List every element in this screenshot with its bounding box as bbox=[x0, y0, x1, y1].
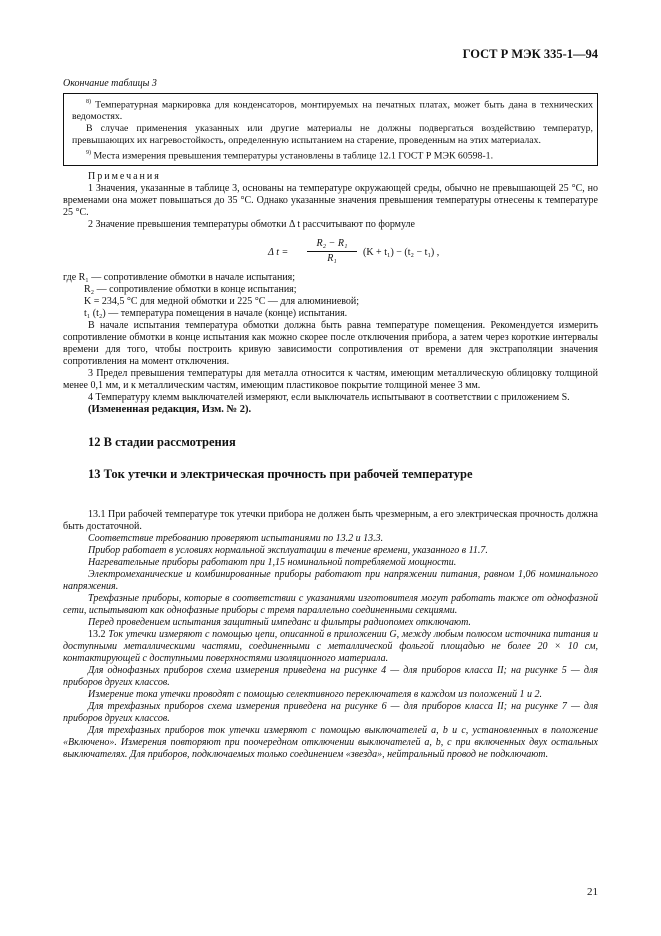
clause-number: 13.2 bbox=[88, 629, 106, 640]
legend-r2: R₂ — сопротивление обмотки в конце испытания; bbox=[84, 284, 297, 295]
formula-denominator: R₁ bbox=[327, 253, 337, 264]
table-footnotes-box bbox=[63, 93, 598, 166]
formula-legend bbox=[63, 272, 598, 320]
para-13-1: 13.1 При рабочей температуре ток утечки прибора не должен быть чрезмерным, а его электрическая прочность должна быть достаточной. bbox=[63, 509, 598, 532]
para-before-test: Перед проведением испытания защитный импеданс и фильтры радиопомех отключают. bbox=[88, 617, 471, 628]
para-motor: Электромеханические и комбинированные приборы работают при напряжении питания, равном 1,06 номинального напряжения. bbox=[63, 569, 598, 592]
formula-rhs: (K + t₁) − (t₂ − t₁) , bbox=[363, 247, 440, 258]
note-2: 2 Значение превышения температуры обмотки Δ t рассчитывают по формуле bbox=[88, 219, 415, 230]
para-selector: Измерение тока утечки проводят с помощью селективного переключателя в каждом из положений 1 и 2. bbox=[88, 689, 543, 700]
notes-section bbox=[63, 171, 598, 480]
footnote-materials bbox=[72, 123, 593, 147]
section-13-body bbox=[63, 509, 598, 761]
para-three-phase: Трехфазные приборы, которые в соответствии с указаниями изготовителя могут работать также от однофазной сети, испытывают как однофазные приборы с тремя параллельно соединенными секциями. bbox=[63, 593, 598, 616]
section-12-title: 12 В стадии рассмотрения bbox=[88, 435, 236, 449]
footnote-8 bbox=[72, 96, 593, 123]
para-three-phase-scheme: Для трехфазных приборов схема измерения приведена на рисунке 6 — для приборов класса II; на рисунке 7 — для приборов других классов. bbox=[63, 701, 598, 724]
legend-r1: где R₁ — сопротивление обмотки в начале испытания; bbox=[63, 272, 296, 283]
formula-numerator: R₂ − R₁ bbox=[307, 238, 357, 252]
legend-k: K = 234,5 °С для медной обмотки и 225 °С — для алюминиевой; bbox=[84, 296, 360, 307]
notes-heading: Примечания bbox=[88, 171, 161, 182]
para-operation: Прибор работает в условиях нормальной эксплуатации в течение времени, указанного в 11.7. bbox=[88, 545, 488, 556]
legend-t: t₁ (t₂) — температура помещения в начале (конце) испытания. bbox=[84, 308, 348, 319]
para-compliance: Соответствие требованию проверяют испытаниями по 13.2 и 13.3. bbox=[88, 533, 384, 544]
formula-fraction bbox=[307, 238, 357, 265]
section-13-title: 13 Ток утечки и электрическая прочность при рабочей температуре bbox=[88, 467, 473, 481]
edition-note: (Измененная редакция, Изм. № 2). bbox=[88, 404, 252, 415]
page-number: 21 bbox=[587, 886, 598, 898]
footnote-9 bbox=[72, 147, 593, 162]
footnote-mark: 9) bbox=[86, 150, 91, 157]
footnote-text: В случае применения указанных или другие материалы не должны подвергаться воздействию температур, превышающих их нагревостойкость, определенную испытанием на старение, проведенным на этих материалах. bbox=[72, 123, 593, 147]
footnote-text: Температурная маркировка для конденсаторов, монтируемых на печатных платах, может быть дана в технических ведомостях. bbox=[72, 99, 594, 123]
para-heating: Нагревательные приборы работают при 1,15 номинальной потребляемой мощности. bbox=[88, 557, 457, 568]
page-header: ГОСТ Р МЭК 335-1—94 bbox=[462, 47, 598, 61]
para-single-phase-scheme: Для однофазных приборов схема измерения приведена на рисунке 4 — для приборов класса II; на рисунке 5 — для приборов других классов. bbox=[63, 665, 598, 688]
note-2-start: В начале испытания температура обмотки должна быть равна температуре помещения. Рекомендуется измерить сопротивление обмотки в конце испытания как можно скорее после отключения прибора, а затем через короткие интервалы времени для того, чтобы построить кривую зависимости сопротивления от времени для экстраполяции значения сопротивления на момент отключения. bbox=[63, 320, 598, 367]
note-4: 4 Температуру клемм выключателей измеряют, если выключатель испытывают в соответствии с приложением S. bbox=[88, 392, 570, 403]
table-continuation-label: Окончание таблицы 3 bbox=[63, 78, 157, 89]
footnote-mark: 8) bbox=[86, 99, 91, 105]
para-13-2 bbox=[63, 629, 598, 665]
footnote-text: Места измерения превышения температуры установлены в таблице 12.1 ГОСТ Р МЭК 60598-1. bbox=[93, 150, 494, 162]
note-1: 1 Значения, указанные в таблице 3, основаны на температуре окружающей среды, обычно не превышающей 25 °С, но временами она может повышаться до 35 °С. Однако указанные значения превышения температуры отнесены к температуре 25 °С. bbox=[63, 183, 598, 218]
formula bbox=[63, 238, 598, 268]
note-3: 3 Предел превышения температуры для металла относится к частям, имеющим металлическую облицовку толщиной менее 0,1 мм, и к металлическим частям, имеющим пластиковое покрытие толщиной менее 3 мм. bbox=[63, 368, 598, 391]
clause-text: Ток утечки измеряют с помощью цепи, описанной в приложении G, между любым полюсом источника питания и доступными металлическими частями, соединенными с металлической фольгой площадью не более 20 × 10 см, контактирующей с доступными поверхностями изоляционного материала. bbox=[63, 629, 598, 664]
para-three-phase-switches: Для трехфазных приборов ток утечки измеряют с помощью выключателей a, b и c, установленных в положение «Включено». Измерения повторяют при поочередном отключении выключателей a, b, c при включенных двух остальных выключателях. Для приборов, подключаемых только соединением «звезда», нейтральный провод не подключают. bbox=[63, 725, 598, 760]
formula-lhs: Δ t = bbox=[268, 247, 289, 258]
